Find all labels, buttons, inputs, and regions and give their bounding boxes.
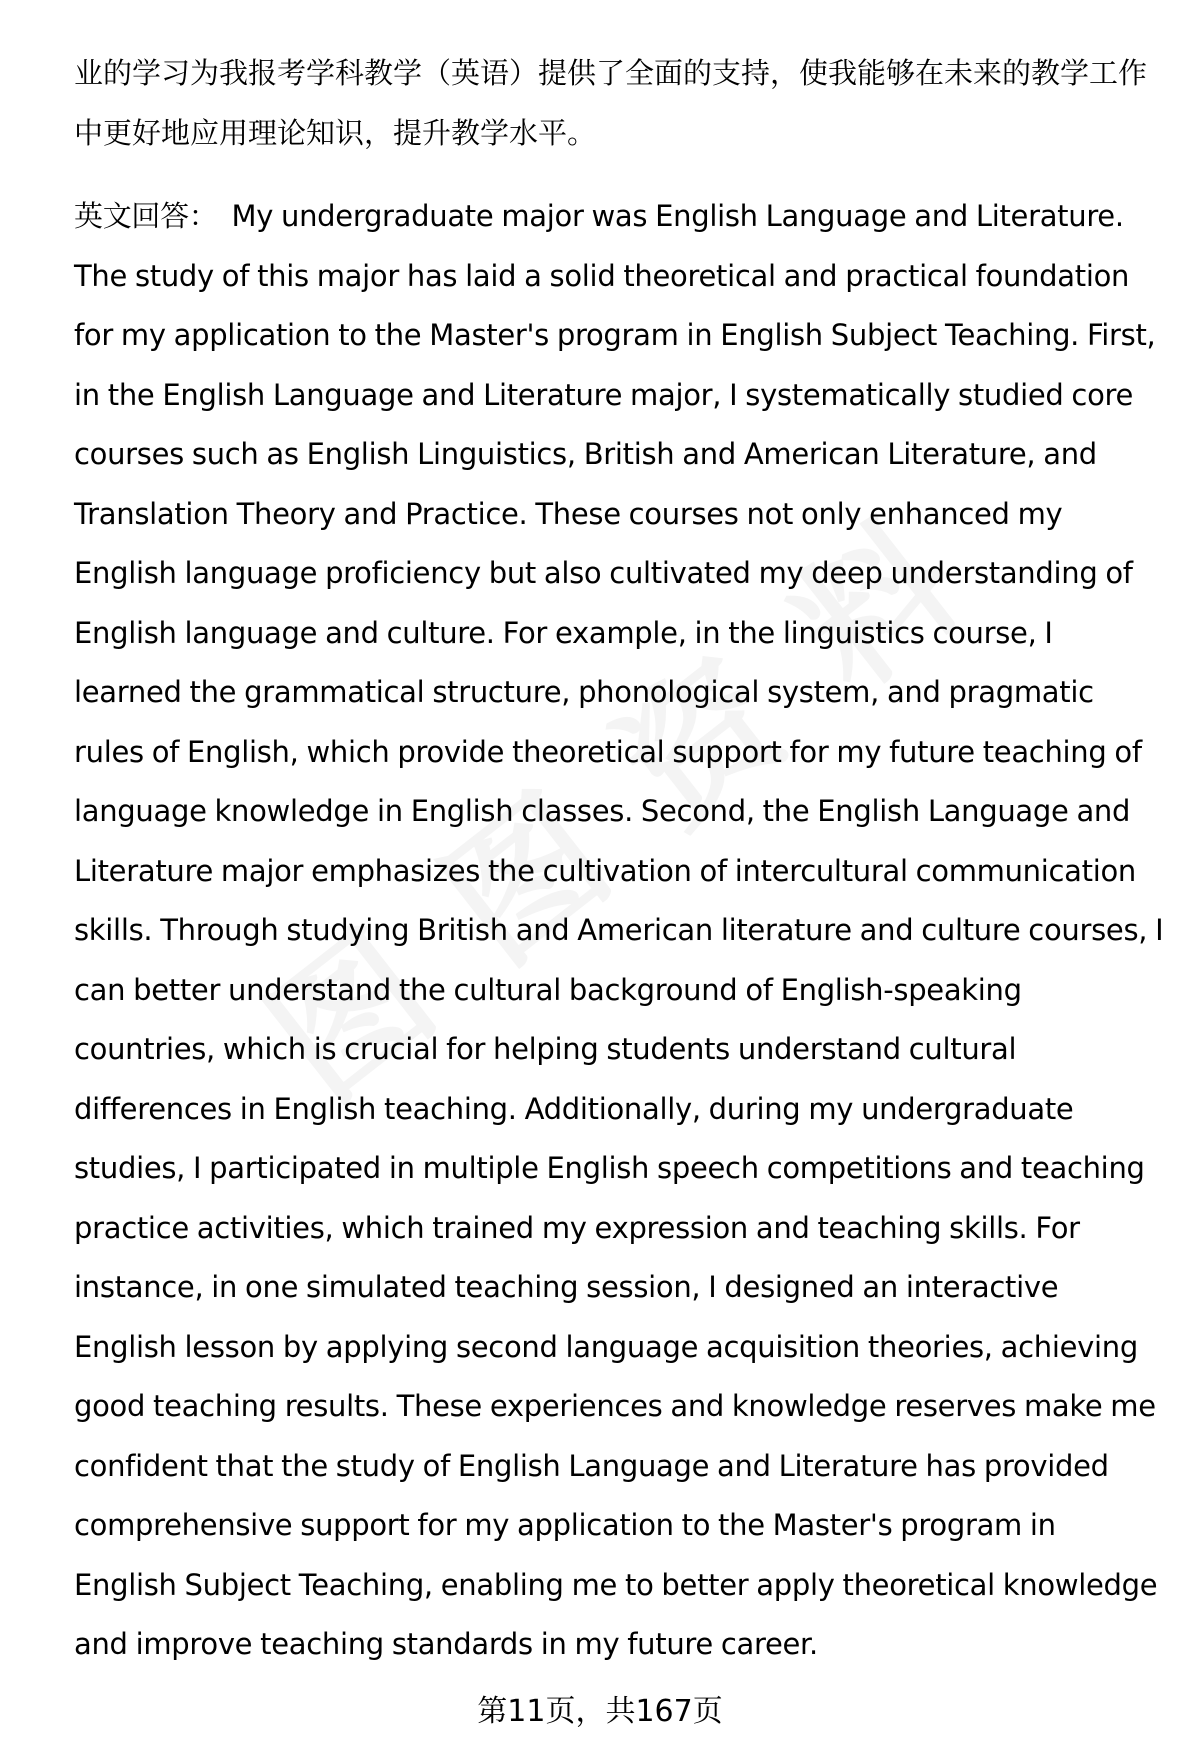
page-number: 第11页，共167页 [477, 1694, 723, 1729]
continuation-paragraph: 业的学习为我报考学科教学（英语）提供了全面的支持，使我能够在未来的教学工作中更好地应用理论知识，提升教学水平。 [74, 56, 1148, 150]
page-content [74, 44, 1164, 1675]
answer-label: 英文回答： [74, 199, 218, 233]
english-answer-paragraph [74, 187, 1164, 1675]
answer-text: My undergraduate major was English Language and Literature. The study of this major has laid a solid theoretical and practical foundation for my application to the Master's program in English Subject Teaching. First, in the English Language and Literature major, I systematically studied core courses such as English Linguistics, British and American Literature, and Translation Theory and Practice. These courses not only enhanced my English language proficiency but also cultivated my deep understanding of English language and culture. For example, in the linguistics course, I learned the grammatical structure, phonological system, and pragmatic rules of English, which provide theoretical support for my future teaching of language knowledge in English classes. Second, the English Language and Literature major emphasizes the cultivation of intercultural communication skills. Through studying British and American literature and culture courses, I can better understand the cultural background of English-speaking countries, which is crucial for helping students understand cultural differences in English teaching. Additionally, during my undergraduate studies, I participated in multiple English speech competitions and teaching practice activities, which trained my expression and teaching skills. For instance, in one simulated teaching session, I designed an interactive English lesson by applying second language acquisition theories, achieving good teaching results. These experiences and knowledge reserves make me confident that the study of English Language and Literature has provided comprehensive support for my application to the Master's program in English Subject Teaching, enabling me to better apply theoretical knowledge and improve teaching standards in my future career. [74, 199, 1164, 1661]
